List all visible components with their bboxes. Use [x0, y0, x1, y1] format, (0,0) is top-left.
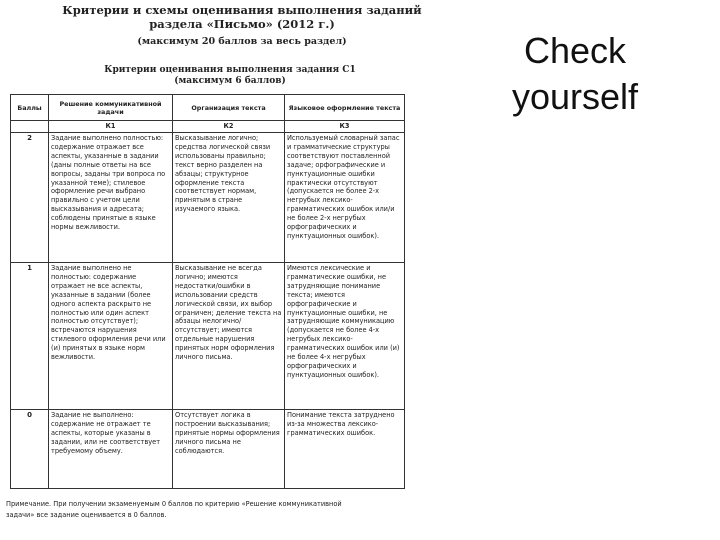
heading-line1: Check — [523, 30, 627, 71]
document-title-line2: раздела «Письмо» (2012 г.) — [149, 17, 335, 31]
header-k1: Решение коммуникативной задачи — [49, 95, 173, 121]
k1-cell: Задание не выполнено: содержание не отражает те аспекты, которые указаны в задании, или не соответствует требуемому объему. — [49, 410, 173, 489]
header-k3-code: К3 — [285, 121, 405, 133]
note-line1: Примечание. При получении экзаменуемым 0 баллов по критерию «Решение коммуникативной — [6, 500, 342, 508]
k2-cell: Высказывание не всегда логично; имеются недостатки/ошибки в использовании средств логической связи, их выбор ограничен; деление текста на абзацы нелогично/отсутствует; имеются отдельные нарушения принятых норм оформления личного письма. — [173, 263, 285, 410]
k1-cell: Задание выполнено не полностью: содержание отражает не все аспекты, указанные в задании (более одного аспекта раскрыто не полностью или один аспект полностью отсутствует); встречаются нарушения стилевого оформления речи или (и) принятых в языке норм вежливости. — [49, 263, 173, 410]
header-blank — [11, 121, 49, 133]
header-k2-code: К2 — [173, 121, 285, 133]
document-title-line3: (максимум 20 баллов за весь раздел) — [137, 36, 347, 47]
heading-line2: yourself — [511, 76, 639, 117]
header-k3: Языковое оформление текста — [285, 95, 405, 121]
criteria-table — [10, 94, 405, 489]
score-cell: 2 — [11, 133, 49, 263]
table-subtitle-line1: Критерии оценивания выполнения задания С1 — [104, 65, 356, 75]
score-cell: 0 — [11, 410, 49, 489]
slide-heading — [480, 28, 670, 120]
table-row — [11, 263, 405, 410]
header-k1-code: К1 — [49, 121, 173, 133]
document-title-line1: Критерии и схемы оценивания выполнения заданий — [62, 3, 422, 17]
k2-cell: Отсутствует логика в построении высказывания; принятые нормы оформления личного письма не соблюдаются. — [173, 410, 285, 489]
k3-cell: Имеются лексические и грамматические ошибки, не затрудняющие понимание текста; имеются орфографические и пунктуационные ошибки, не затрудняющие коммуникацию (допускается не более 4-х негрубых лексико-грамматических ошибок или (и) не более 4-х негрубых орфографических и пунктуационных ошибок). — [285, 263, 405, 410]
note-line2: задачи» все задание оценивается в 0 баллов. — [6, 511, 167, 519]
k1-cell: Задание выполнено полностью: содержание отражает все аспекты, указанные в задании (даны полные ответы на все вопросы, заданы три вопроса по указанной теме); стилевое оформление речи выбрано правильно с учетом цели высказывания и адресата; соблюдены принятые в языке нормы вежливости. — [49, 133, 173, 263]
header-score: Баллы — [11, 95, 49, 121]
k3-cell: Используемый словарный запас и грамматические структуры соответствуют поставленной задаче; орфографические и пунктуационные ошибки практически отсутствуют (допускается не более 2-х негрубых лексико-грамматических ошибок или/и не более 2-х негрубых орфографических и пунктуационных ошибок). — [285, 133, 405, 263]
table-subtitle-line2: (максимум 6 баллов) — [174, 76, 286, 86]
table-row — [11, 133, 405, 263]
table-row — [11, 410, 405, 489]
k3-cell: Понимание текста затруднено из-за множества лексико-грамматических ошибок. — [285, 410, 405, 489]
header-k2: Организация текста — [173, 95, 285, 121]
k2-cell: Высказывание логично; средства логической связи использованы правильно; текст верно разделен на абзацы; структурное оформление текста соответствует нормам, принятым в стране изучаемого языка. — [173, 133, 285, 263]
note-text — [6, 499, 406, 521]
score-cell: 1 — [11, 263, 49, 410]
